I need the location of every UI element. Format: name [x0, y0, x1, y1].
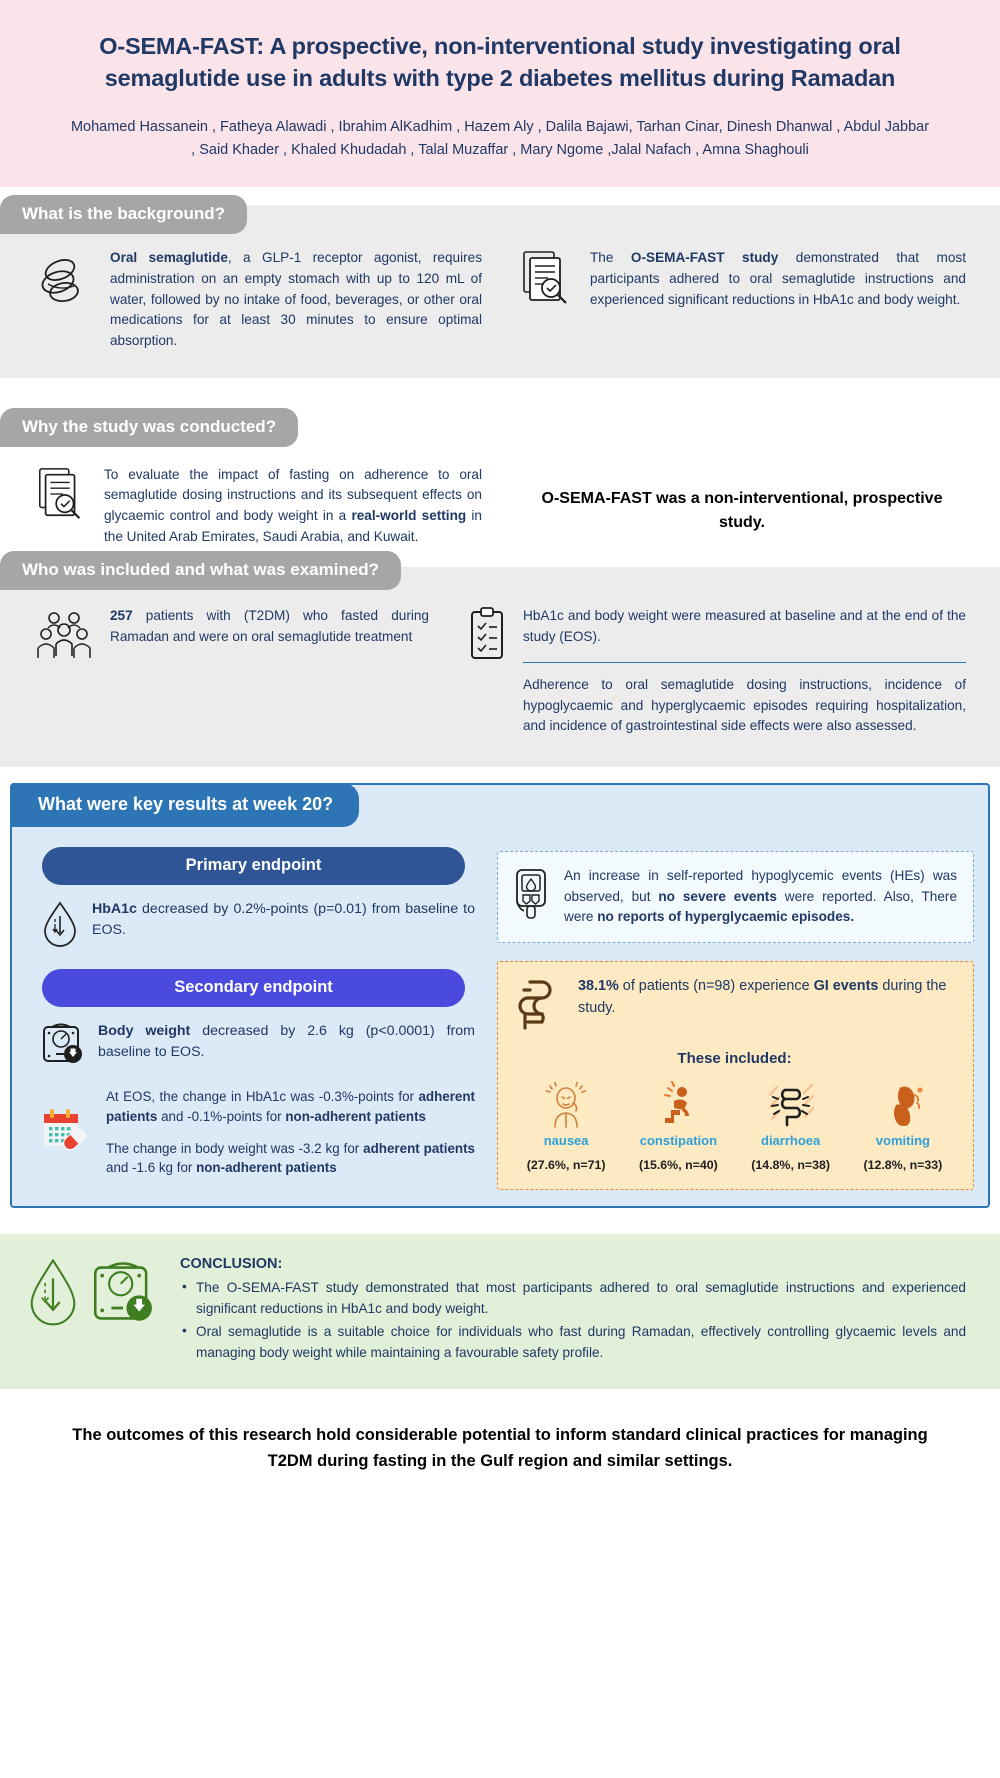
secondary-endpoint-label: Secondary endpoint [42, 969, 465, 1007]
gi-summary-text [578, 976, 957, 1019]
who-right-text-top: HbA1c and body weight were measured at baseline and at the end of the study (EOS). [523, 608, 966, 644]
symptom-item [737, 1077, 845, 1173]
intestine-icon [512, 976, 566, 1032]
secondary-endpoint-bold: Body weight [98, 1023, 191, 1039]
gi-t2: GI events [813, 977, 879, 994]
adh-p2d: non-adherent patients [196, 1160, 337, 1176]
document-search-icon [518, 248, 576, 308]
symptom-value: (27.6%, n=71) [526, 1157, 606, 1172]
who-left-rest: patients with (T2DM) who fasted during Ramadan and were on oral semaglutide treatment [110, 608, 429, 644]
background-right-text [590, 248, 966, 310]
background-right-item [518, 248, 966, 351]
footer-statement: The outcomes of this research hold considerable potential to inform standard clinical practices for managing T2DM during fasting in the Gulf region and similar settings. [72, 1426, 928, 1470]
symptom-name: nausea [543, 1132, 589, 1148]
adherence-row [26, 1067, 481, 1178]
gi-events-box [497, 961, 974, 1190]
why-left-text [104, 465, 482, 548]
adh-p2a: The change in body weight was -3.2 kg for [106, 1140, 364, 1156]
conclusion-icons [24, 1256, 158, 1330]
adh-p1a: At EOS, the change in HbA1c was -0.3%-points for [106, 1089, 419, 1104]
header-banner [0, 0, 1000, 187]
why-text-b: in the United Arab Emirates, Saudi Arabia, and Kuwait. [104, 507, 482, 544]
background-left-text [110, 248, 482, 351]
gi-t1: of patients (n=98) experience [618, 977, 814, 994]
symptom-item [624, 1077, 732, 1173]
why-text-bold: real-world setting [351, 507, 467, 523]
section-header-results: What were key results at week 20? [12, 783, 359, 827]
background-right-pre: The [590, 250, 631, 266]
why-right-item [518, 465, 966, 548]
symptom-name: diarrhoea [761, 1132, 821, 1148]
adh-p1c: and -0.1%-points for [157, 1108, 286, 1124]
conclusion-bullet: • The O-SEMA-FAST study demonstrated that most participants adhered to oral semaglutide instructions and experienced significant reductions in HbA1c and body weight. [180, 1277, 966, 1319]
adherence-weight-line [106, 1139, 475, 1179]
symptom-item [512, 1077, 620, 1173]
symptom-value: (15.6%, n=40) [638, 1157, 718, 1172]
symptom-value: (14.8%, n=38) [751, 1157, 831, 1172]
spacer [0, 378, 1000, 408]
spacer [106, 1127, 475, 1139]
who-left-item [34, 606, 429, 737]
hypoglycemia-box [497, 851, 974, 943]
conclusion-bullets [180, 1277, 966, 1363]
adherence-hba1c-line [106, 1087, 475, 1127]
he-t1: An increase in self-reported hypoglycemic events (HEs) was observed, but [564, 868, 957, 904]
divider [523, 662, 966, 664]
primary-endpoint-row [26, 885, 481, 947]
symptom-value: (12.8%, n=33) [863, 1157, 943, 1172]
group-people-icon [34, 606, 96, 664]
symptom-item [849, 1077, 957, 1173]
symptom-name: constipation [639, 1132, 718, 1148]
section-background [0, 205, 1000, 377]
section-conclusion [0, 1234, 1000, 1389]
glucose-meter-icon [510, 866, 552, 922]
vomiting-icon [849, 1077, 957, 1129]
adherence-text [106, 1087, 475, 1178]
these-included-label: These included: [677, 1049, 792, 1067]
conclusion-title: CONCLUSION: [180, 1256, 283, 1273]
why-left-item [34, 465, 482, 548]
he-t2: no severe events [658, 888, 777, 904]
clipboard-checklist-icon [465, 606, 509, 664]
results-left-column [26, 829, 481, 1190]
results-right-column [497, 829, 974, 1190]
background-right-rest: demonstrated that most participants adhered to oral semaglutide instructions and experienced significant reductions in HbA1c and body weight. [590, 250, 966, 307]
diarrhoea-icon [737, 1077, 845, 1129]
calendar-pill-icon [40, 1106, 94, 1160]
patient-count: 257 [110, 608, 133, 624]
he-t4: no reports of hyperglycaemic episodes. [597, 909, 855, 925]
document-search-icon [34, 465, 90, 523]
adh-p2c: and -1.6 kg for [106, 1160, 197, 1176]
primary-endpoint-text [92, 899, 475, 941]
symptom-name: vomiting [875, 1132, 930, 1148]
he-t3: were reported. Also, There were [564, 888, 958, 925]
study-design-statement: O-SEMA-FAST was a non-interventional, prospective study. [541, 489, 943, 531]
pills-icon [34, 248, 96, 310]
who-right-text-bottom: Adherence to oral semaglutide dosing instructions, incidence of hypoglycaemic and hyperglycaemic episodes requiring hospitalization, and incidence of gastrointestinal side effects were also assessed. [523, 677, 966, 734]
nausea-icon [512, 1077, 620, 1129]
page-title: O-SEMA-FAST: A prospective, non-interventional study investigating oral semaglutide use in adults with type 2 diabetes mellitus during Ramadan [99, 33, 901, 92]
gi-t3: during the study. [578, 977, 947, 1016]
gi-summary-row [512, 976, 957, 1032]
background-left-lead: Oral semaglutide [110, 250, 228, 266]
background-right-lead: O-SEMA-FAST study [630, 250, 779, 266]
gi-percent: 38.1% [578, 977, 619, 994]
secondary-endpoint-text [98, 1021, 475, 1063]
droplet-down-arrow-icon [40, 899, 80, 947]
adh-p1b: adherent patients [106, 1089, 475, 1124]
constipation-icon [624, 1077, 732, 1129]
section-why [0, 408, 1000, 568]
secondary-endpoint-detail: decreased by 2.6 kg (p<0.0001) from baseline to EOS. [98, 1023, 475, 1061]
secondary-endpoint-row [26, 1007, 481, 1067]
background-left-item [34, 248, 482, 351]
primary-endpoint-bold: HbA1c [92, 901, 137, 917]
section-who [0, 560, 1000, 767]
symptom-grid [512, 1077, 957, 1173]
background-left-rest: , a GLP-1 receptor agonist, requires administration on an empty stomach with up to 120 mL of water, followed by no intake of food, beverages, or other oral medications for at least 30 minutes to ensure optimal absorption. [110, 250, 483, 348]
hypoglycemia-text [564, 866, 957, 928]
section-results [10, 783, 990, 1208]
why-text-a: To evaluate the impact of fasting on adherence to oral semaglutide dosing instructions and its subsequent effects on glycaemic control and body weight in a [104, 466, 482, 523]
adh-p1d: non-adherent patients [285, 1108, 426, 1124]
section-header-why: Why the study was conducted? [0, 408, 298, 447]
adh-p2b: adherent patients [363, 1140, 475, 1156]
author-list: Mohamed Hassanein , Fatheya Alawadi , Ibrahim AlKadhim , Hazem Aly , Dalila Bajawi, Tarhan Cinar, Dinesh Dhanwal , Abdul Jabbar , Said Khader , Khaled Khudadah , Talal Muzaffar , Mary Ngome ,Jalal Nafach , Amna Shaghouli [70, 119, 930, 158]
weight-scale-down-icon [88, 1256, 158, 1330]
primary-endpoint-label: Primary endpoint [42, 847, 465, 885]
droplet-down-arrow-icon [24, 1256, 82, 1330]
who-left-text [110, 606, 429, 647]
primary-endpoint-detail: decreased by 0.2%-points (p=0.01) from baseline to EOS. [92, 901, 475, 939]
who-right-item [465, 606, 966, 737]
section-header-background: What is the background? [0, 195, 247, 234]
section-header-who: Who was included and what was examined? [0, 551, 401, 590]
conclusion-bullet: • Oral semaglutide is a suitable choice for individuals who fast during Ramadan, effectively controlling glycaemic levels and managing body weight while maintaining a favourable safety profile. [180, 1321, 966, 1363]
weight-scale-down-icon [40, 1021, 86, 1067]
